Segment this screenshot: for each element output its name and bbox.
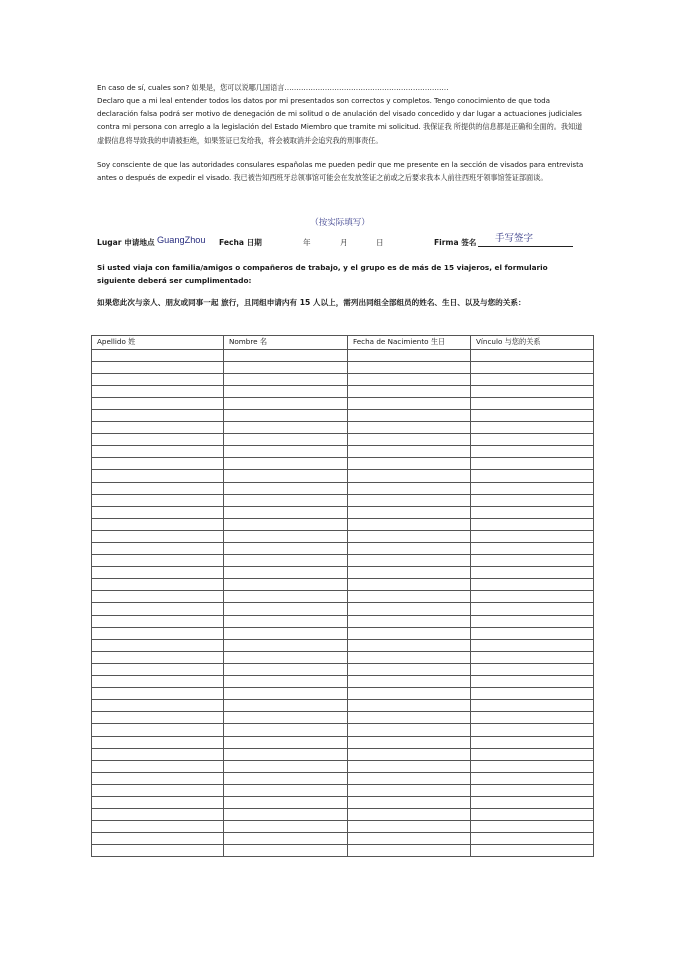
cell-birth-date[interactable] [348, 470, 471, 482]
cell-relationship[interactable] [471, 494, 594, 506]
cell-relationship[interactable] [471, 518, 594, 530]
cell-surname[interactable] [92, 409, 224, 421]
table-row [92, 712, 594, 724]
cell-birth-date[interactable] [348, 506, 471, 518]
table-row [92, 833, 594, 845]
table-row [92, 651, 594, 663]
cell-given-name[interactable] [224, 567, 348, 579]
group-notice-chinese: 如果您此次与亲人、朋友或同事一起 旅行，且同组申请内有 15 人以上，需列出同组全部组员的姓名、生日、以及与您的关系： [97, 298, 526, 307]
place-label: Lugar 申请地点 [97, 238, 155, 247]
cell-surname[interactable] [92, 555, 224, 567]
table-row [92, 349, 594, 361]
cell-relationship[interactable] [471, 470, 594, 482]
cell-birth-date[interactable] [348, 651, 471, 663]
table-row [92, 458, 594, 470]
cell-birth-date[interactable] [348, 688, 471, 700]
table-row [92, 591, 594, 603]
table-row [92, 809, 594, 821]
cell-surname[interactable] [92, 506, 224, 518]
cell-relationship[interactable] [471, 482, 594, 494]
cell-given-name[interactable] [224, 845, 348, 857]
table-row [92, 688, 594, 700]
date-label: Fecha 日期 [219, 238, 262, 247]
table-row [92, 434, 594, 446]
table-row [92, 676, 594, 688]
table-row [92, 470, 594, 482]
place-value: GuangZhou [157, 235, 206, 245]
cell-relationship[interactable] [471, 409, 594, 421]
table-row [92, 482, 594, 494]
cell-given-name[interactable] [224, 615, 348, 627]
cell-birth-date[interactable] [348, 555, 471, 567]
cell-surname[interactable] [92, 796, 224, 808]
cell-given-name[interactable] [224, 349, 348, 361]
table-row [92, 603, 594, 615]
cell-birth-date[interactable] [348, 809, 471, 821]
cell-birth-date[interactable] [348, 591, 471, 603]
cell-given-name[interactable] [224, 772, 348, 784]
year-label: 年 [303, 238, 311, 247]
cell-given-name[interactable] [224, 470, 348, 482]
cell-given-name[interactable] [224, 748, 348, 760]
cell-birth-date[interactable] [348, 772, 471, 784]
cell-given-name[interactable] [224, 603, 348, 615]
cell-surname[interactable] [92, 591, 224, 603]
cell-given-name[interactable] [224, 482, 348, 494]
table-row [92, 845, 594, 857]
cell-surname[interactable] [92, 639, 224, 651]
cell-given-name[interactable] [224, 373, 348, 385]
fill-note: （按实际填写） [310, 218, 370, 228]
table-row [92, 361, 594, 373]
day-label: 日 [376, 238, 384, 247]
month-label: 月 [340, 238, 348, 247]
table-row [92, 422, 594, 434]
cell-relationship[interactable] [471, 506, 594, 518]
table-row [92, 518, 594, 530]
cell-given-name[interactable] [224, 833, 348, 845]
group-members-table [91, 335, 594, 857]
cell-birth-date[interactable] [348, 409, 471, 421]
cell-relationship[interactable] [471, 712, 594, 724]
table-row [92, 663, 594, 675]
table-row [92, 543, 594, 555]
table-row [92, 736, 594, 748]
cell-surname[interactable] [92, 361, 224, 373]
signature-underline [478, 246, 573, 247]
cell-surname[interactable] [92, 772, 224, 784]
cell-given-name[interactable] [224, 651, 348, 663]
cell-given-name[interactable] [224, 446, 348, 458]
cell-surname[interactable] [92, 688, 224, 700]
cell-given-name[interactable] [224, 530, 348, 542]
cell-relationship[interactable] [471, 845, 594, 857]
cell-given-name[interactable] [224, 663, 348, 675]
header-relationship: Vínculo 与您的关系 [471, 336, 594, 350]
cell-birth-date[interactable] [348, 724, 471, 736]
cell-surname[interactable] [92, 579, 224, 591]
table-header-row [92, 336, 594, 350]
cell-given-name[interactable] [224, 821, 348, 833]
table-row [92, 639, 594, 651]
cell-relationship[interactable] [471, 724, 594, 736]
cell-relationship[interactable] [471, 579, 594, 591]
cell-birth-date[interactable] [348, 821, 471, 833]
cell-birth-date[interactable] [348, 579, 471, 591]
cell-relationship[interactable] [471, 373, 594, 385]
table-row [92, 555, 594, 567]
table-row [92, 760, 594, 772]
cell-relationship[interactable] [471, 688, 594, 700]
cell-relationship[interactable] [471, 821, 594, 833]
cell-surname[interactable] [92, 494, 224, 506]
cell-surname[interactable] [92, 833, 224, 845]
cell-relationship[interactable] [471, 543, 594, 555]
cell-surname[interactable] [92, 676, 224, 688]
cell-surname[interactable] [92, 663, 224, 675]
cell-relationship[interactable] [471, 458, 594, 470]
cell-birth-date[interactable] [348, 833, 471, 845]
group-notice-spanish: Si usted viaja con familia/amigos o compañeros de trabajo, y el grupo es de más de 15 viajeros, el formulario siguiente deberá ser cumplimentado: [97, 263, 548, 285]
cell-given-name[interactable] [224, 712, 348, 724]
cell-birth-date[interactable] [348, 494, 471, 506]
cell-surname[interactable] [92, 385, 224, 397]
cell-surname[interactable] [92, 615, 224, 627]
cell-surname[interactable] [92, 760, 224, 772]
cell-relationship[interactable] [471, 530, 594, 542]
cell-relationship[interactable] [471, 796, 594, 808]
cell-birth-date[interactable] [348, 422, 471, 434]
cell-birth-date[interactable] [348, 736, 471, 748]
cell-given-name[interactable] [224, 409, 348, 421]
cell-surname[interactable] [92, 422, 224, 434]
cell-surname[interactable] [92, 724, 224, 736]
cell-surname[interactable] [92, 530, 224, 542]
table-row [92, 615, 594, 627]
cell-surname[interactable] [92, 567, 224, 579]
cell-birth-date[interactable] [348, 639, 471, 651]
cell-given-name[interactable] [224, 627, 348, 639]
cell-surname[interactable] [92, 518, 224, 530]
table-row [92, 784, 594, 796]
cell-surname[interactable] [92, 397, 224, 409]
cell-relationship[interactable] [471, 760, 594, 772]
cell-given-name[interactable] [224, 639, 348, 651]
table-row [92, 724, 594, 736]
cell-birth-date[interactable] [348, 518, 471, 530]
cell-surname[interactable] [92, 373, 224, 385]
cell-birth-date[interactable] [348, 373, 471, 385]
cell-birth-date[interactable] [348, 615, 471, 627]
table-row [92, 506, 594, 518]
table-row [92, 796, 594, 808]
cell-birth-date[interactable] [348, 349, 471, 361]
cell-surname[interactable] [92, 434, 224, 446]
cell-birth-date[interactable] [348, 700, 471, 712]
cell-surname[interactable] [92, 627, 224, 639]
cell-given-name[interactable] [224, 494, 348, 506]
cell-birth-date[interactable] [348, 603, 471, 615]
table-row [92, 446, 594, 458]
cell-relationship[interactable] [471, 736, 594, 748]
cell-relationship[interactable] [471, 651, 594, 663]
cell-given-name[interactable] [224, 422, 348, 434]
cell-given-name[interactable] [224, 796, 348, 808]
cell-birth-date[interactable] [348, 397, 471, 409]
cell-surname[interactable] [92, 651, 224, 663]
language-question: En caso de sí, cuales son? 如果是，您可以说哪几国语言…………………………………………………………… [97, 83, 449, 92]
cell-surname[interactable] [92, 543, 224, 555]
table-row [92, 373, 594, 385]
cell-relationship[interactable] [471, 615, 594, 627]
cell-given-name[interactable] [224, 579, 348, 591]
cell-birth-date[interactable] [348, 784, 471, 796]
table-row [92, 772, 594, 784]
table-row [92, 494, 594, 506]
cell-surname[interactable] [92, 748, 224, 760]
cell-given-name[interactable] [224, 361, 348, 373]
cell-surname[interactable] [92, 470, 224, 482]
cell-relationship[interactable] [471, 385, 594, 397]
table-row [92, 530, 594, 542]
cell-birth-date[interactable] [348, 627, 471, 639]
cell-birth-date[interactable] [348, 446, 471, 458]
cell-surname[interactable] [92, 784, 224, 796]
cell-surname[interactable] [92, 603, 224, 615]
cell-relationship[interactable] [471, 700, 594, 712]
cell-given-name[interactable] [224, 724, 348, 736]
cell-relationship[interactable] [471, 434, 594, 446]
cell-given-name[interactable] [224, 760, 348, 772]
cell-given-name[interactable] [224, 518, 348, 530]
cell-birth-date[interactable] [348, 748, 471, 760]
table-row [92, 748, 594, 760]
cell-relationship[interactable] [471, 639, 594, 651]
cell-given-name[interactable] [224, 458, 348, 470]
cell-relationship[interactable] [471, 349, 594, 361]
cell-given-name[interactable] [224, 688, 348, 700]
cell-birth-date[interactable] [348, 796, 471, 808]
cell-given-name[interactable] [224, 397, 348, 409]
table-row [92, 397, 594, 409]
cell-relationship[interactable] [471, 591, 594, 603]
cell-birth-date[interactable] [348, 845, 471, 857]
consular-notice-paragraph: Soy consciente de que las autoridades consulares españolas me pueden pedir que me presente en la sección de visados para entrevista antes o después de expedir el visado. 我已被告知西班牙总领事馆可能会在发放签证之前或之后要求我本人前往西班牙领事馆签证部面谈。 [97, 160, 584, 183]
cell-relationship[interactable] [471, 446, 594, 458]
cell-relationship[interactable] [471, 809, 594, 821]
cell-relationship[interactable] [471, 361, 594, 373]
cell-given-name[interactable] [224, 676, 348, 688]
cell-birth-date[interactable] [348, 676, 471, 688]
cell-surname[interactable] [92, 809, 224, 821]
cell-birth-date[interactable] [348, 530, 471, 542]
cell-given-name[interactable] [224, 543, 348, 555]
cell-relationship[interactable] [471, 748, 594, 760]
table-row [92, 567, 594, 579]
header-birth-date: Fecha de Nacimiento 生日 [348, 336, 471, 350]
cell-birth-date[interactable] [348, 712, 471, 724]
cell-surname[interactable] [92, 482, 224, 494]
header-surname: Apellido 姓 [92, 336, 224, 350]
table-row [92, 627, 594, 639]
cell-relationship[interactable] [471, 627, 594, 639]
cell-birth-date[interactable] [348, 361, 471, 373]
table-row [92, 579, 594, 591]
cell-surname[interactable] [92, 736, 224, 748]
cell-birth-date[interactable] [348, 760, 471, 772]
cell-surname[interactable] [92, 700, 224, 712]
signature-value: 手写签字 [495, 233, 534, 244]
cell-relationship[interactable] [471, 397, 594, 409]
cell-surname[interactable] [92, 458, 224, 470]
cell-birth-date[interactable] [348, 434, 471, 446]
header-given-name: Nombre 名 [224, 336, 348, 350]
cell-relationship[interactable] [471, 784, 594, 796]
cell-surname[interactable] [92, 821, 224, 833]
cell-given-name[interactable] [224, 700, 348, 712]
cell-given-name[interactable] [224, 434, 348, 446]
cell-birth-date[interactable] [348, 458, 471, 470]
cell-birth-date[interactable] [348, 663, 471, 675]
cell-surname[interactable] [92, 349, 224, 361]
table-row [92, 821, 594, 833]
cell-relationship[interactable] [471, 567, 594, 579]
cell-given-name[interactable] [224, 385, 348, 397]
table-row [92, 409, 594, 421]
cell-relationship[interactable] [471, 555, 594, 567]
cell-given-name[interactable] [224, 555, 348, 567]
cell-relationship[interactable] [471, 833, 594, 845]
cell-birth-date[interactable] [348, 567, 471, 579]
cell-surname[interactable] [92, 446, 224, 458]
cell-given-name[interactable] [224, 591, 348, 603]
cell-birth-date[interactable] [348, 482, 471, 494]
cell-relationship[interactable] [471, 772, 594, 784]
signature-label: Firma 签名 [434, 238, 477, 247]
table-row [92, 385, 594, 397]
cell-birth-date[interactable] [348, 385, 471, 397]
cell-given-name[interactable] [224, 736, 348, 748]
declaration-paragraph: Declaro que a mi leal entender todos los datos por mi presentados son correctos y completos. Tengo conocimiento de que toda declaración falsa podrá ser motivo de denegación de mi solitud o de anulación del visado concedido y dar lugar a actuaciones judiciales contra mi persona con arreglo a la legislación del Estado Miembro que tramite mi solicitud. 我保证我 所提供的信息都是正确和全面的。我知道虚假信息将导致我的申请被拒绝，如果签证已发给我，将会被取消并会追究我的刑事责任。 [97, 96, 583, 145]
cell-surname[interactable] [92, 712, 224, 724]
cell-given-name[interactable] [224, 506, 348, 518]
cell-given-name[interactable] [224, 784, 348, 796]
cell-relationship[interactable] [471, 603, 594, 615]
cell-relationship[interactable] [471, 676, 594, 688]
table-row [92, 700, 594, 712]
cell-birth-date[interactable] [348, 543, 471, 555]
signature-row [97, 233, 587, 249]
cell-relationship[interactable] [471, 422, 594, 434]
cell-given-name[interactable] [224, 809, 348, 821]
cell-relationship[interactable] [471, 663, 594, 675]
cell-surname[interactable] [92, 845, 224, 857]
